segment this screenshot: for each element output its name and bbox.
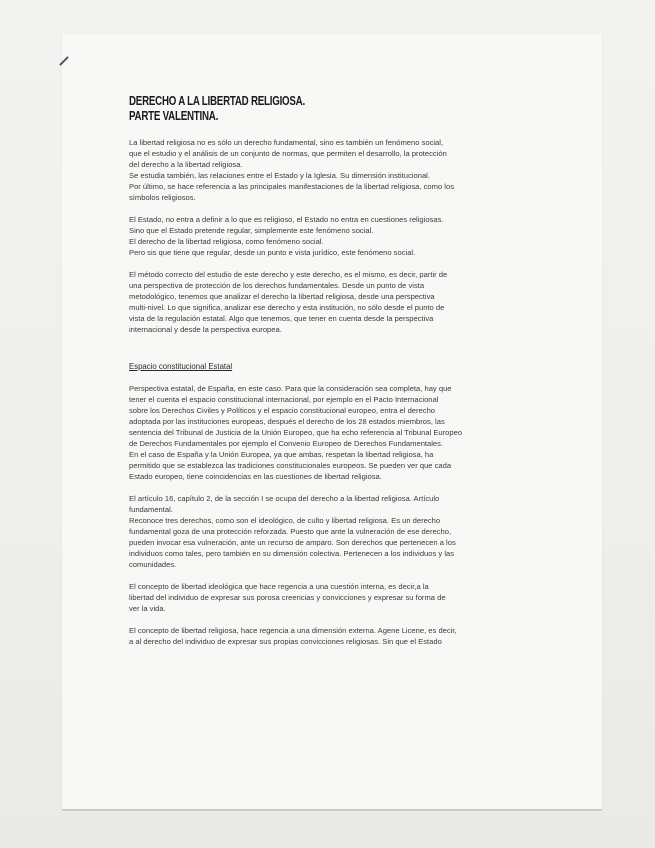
text-line: sobre los Derechos Civiles y Políticos y el espacio constitucional europeo, entra el derecho [129, 406, 436, 415]
document-title [129, 94, 438, 124]
text-line: sentencia del Tribunal de Justicia de la Unión Europeo, que ha echo referencia al Tribunal Europeo [129, 428, 463, 437]
text-line: La libertad religiosa no es sólo un derecho fundamental, sino es también un fenómeno social, [129, 138, 444, 147]
title-line: PARTE VALENTINA. [129, 109, 219, 123]
text-line: internacional y desde la perspectiva europea. [129, 325, 282, 334]
text-line: fundamental. [129, 505, 173, 514]
section-heading: Espacio constitucional Estatal [129, 362, 233, 371]
text-line: metodológico, tenemos que analizar el derecho la libertad religiosa, desde una perspectiva [129, 292, 435, 301]
text-line: del derecho a la libertad religiosa. [129, 160, 243, 169]
text-line: tener el cuenta el espacio constitucional internacional, por ejemplo en el Pacto Internacional [129, 395, 439, 404]
text-line: Perspectiva estatal, de España, en este caso. Para que la consideración sea completa, hay que [129, 384, 452, 393]
text-line: de Derechos Fundamentales por ejemplo el Convenio Europeo de Derechos Fundamentales. [129, 439, 444, 448]
text-line: individuos como tales, pero también en su dimensión colectiva. Pertenecen a los individuos y las [129, 549, 455, 558]
text-line: pueden invocar esa vulneración, ante un recurso de amparo. Son derechos que pertenecen a los [129, 538, 456, 547]
text-line: a al derecho del individuo de expresar sus propias convicciones religiosas. Sin que el Estado [129, 637, 442, 646]
paragraph [129, 625, 525, 647]
paragraph [129, 383, 525, 482]
text-line: ver la vida. [129, 604, 166, 613]
title-line: DERECHO A LA LIBERTAD RELIGIOSA. [129, 94, 305, 108]
text-line: En el caso de España y la Unión Europea, ya que ambas, respetan la libertad religiosa, ha [129, 450, 434, 459]
text-line: El método correcto del estudio de este derecho y este derecho, es el mismo, es decir, partir de [129, 270, 448, 279]
text-line: vista de la regulación estatal. Algo que tenemos, que tener en cuenta desde la perspectiva [129, 314, 434, 323]
text-line: Se estudia también, las relaciones entre el Estado y la Iglesia. Su dimensión institucional. [129, 171, 430, 180]
text-line: Sino que el Estado pretende regular, simplemente este fenómeno social. [129, 226, 374, 235]
text-line: Reconoce tres derechos, como son el ideológico, de culto y libertad religiosa. Es un derecho [129, 516, 441, 525]
text-line: libertad del individuo de expresar sus porosa creencias y convicciones y expresar su forma de [129, 593, 446, 602]
text-line: El concepto de libertad religiosa, hace regencia a una dimensión externa. Agene Licene, es decir, [129, 626, 457, 635]
text-line: El derecho de la libertad religiosa, como fenómeno social. [129, 237, 324, 246]
text-line: símbolos religiosos. [129, 193, 196, 202]
text-line: multi-nivel. Lo que significa, analizar ese derecho y esta institución, no sólo desde el punto de [129, 303, 445, 312]
text-line: Por último, se hace referencia a las principales manifestaciones de la libertad religiosa, como los [129, 182, 455, 191]
paragraph [129, 214, 525, 258]
intro-paragraphs [129, 137, 525, 335]
text-line: El Estado, no entra a definir a lo que es religioso, el Estado no entra en cuestiones religiosas. [129, 215, 444, 224]
section-paragraphs [129, 383, 525, 647]
paragraph [129, 493, 525, 570]
text-line: adoptada por las instituciones europeas, después el derecho de los 28 estados miembros, las [129, 417, 445, 426]
text-line: Pero sis que tiene que regular, desde un punto e vista jurídico, este fenómeno social. [129, 248, 416, 257]
text-line: El concepto de libertad ideológica que hace regencia a una cuestión interna, es decir,a la [129, 582, 429, 591]
paragraph [129, 269, 525, 335]
text-line: permitido que se establezca las tradiciones constitucionales europeos. Se pueden ver que cada [129, 461, 452, 470]
paragraph [129, 137, 525, 203]
paragraph [129, 581, 525, 614]
page-bottom-edge [62, 809, 602, 811]
text-line: Estado europeo, tiene coincidencias en las cuestiones de libertad religiosa. [129, 472, 382, 481]
text-line: fundamental goza de una protección reforzada. Puesto que ante la vulneración de ese derecho, [129, 527, 452, 536]
text-line: una perspectiva de protección de los derechos fundamentales. Desde un punto de vista [129, 281, 425, 290]
text-line: que el estudio y el análisis de un conjunto de normas, que permiten el desarrollo, la protección [129, 149, 447, 158]
text-line: El artículo 16, capítulo 2, de la sección I se ocupa del derecho a la libertad religiosa. Artículo [129, 494, 440, 503]
document-content [129, 94, 525, 658]
text-line: comunidades. [129, 560, 177, 569]
